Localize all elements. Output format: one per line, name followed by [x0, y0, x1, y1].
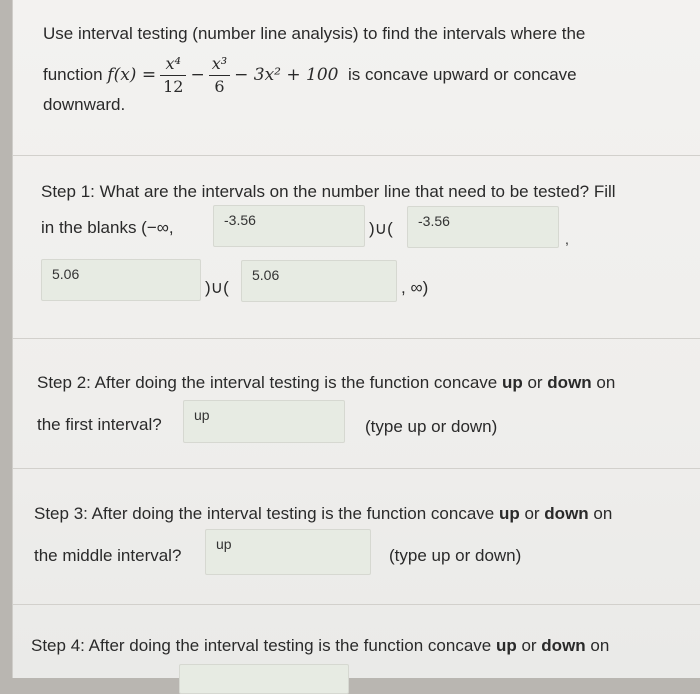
step3-line-2: the middle interval? — [34, 546, 182, 565]
interval-box-4[interactable]: 5.06 — [241, 260, 397, 302]
remaining-terms: − 3x² + 100 — [234, 65, 339, 85]
step2-answer-input[interactable]: up — [183, 400, 345, 443]
step2-hint: (type up or down) — [365, 417, 498, 436]
interval-box-1[interactable]: -3.56 — [213, 205, 365, 247]
interval-end: , ∞) — [401, 278, 429, 297]
step1-line-1: Step 1: What are the intervals on the number line that need to be tested? Fill — [41, 182, 616, 201]
problem-line-3: downward. — [43, 95, 126, 114]
union-separator-2: )∪( — [205, 278, 229, 297]
problem-line-1: Use interval testing (number line analysis) to find the intervals where the — [43, 24, 586, 43]
function-word: function — [43, 65, 103, 84]
fraction-x3-over-6: $\frac{\text{x³}}{6}$ — [209, 53, 230, 98]
step2-line-1: Step 2: After doing the interval testing is the function concave up or down on — [37, 373, 616, 392]
interval-box-3[interactable]: 5.06 — [41, 259, 201, 301]
step1-prefix: in the blanks (−∞, — [41, 218, 174, 237]
step3-hint: (type up or down) — [389, 546, 522, 565]
divider — [13, 155, 700, 156]
step2-line-2: the first interval? — [37, 415, 162, 434]
minus-sign: − — [190, 65, 205, 85]
f-of-x: f(x) = — [107, 65, 157, 85]
step4-answer-input[interactable] — [179, 664, 349, 694]
union-separator-1: )∪( — [369, 219, 393, 238]
comma: , — [565, 231, 569, 247]
problem-suffix: is concave upward or concave — [347, 65, 577, 84]
worksheet — [12, 0, 700, 678]
step3-line-1: Step 3: After doing the interval testing is the function concave up or down on — [34, 504, 613, 523]
interval-box-2[interactable]: -3.56 — [407, 206, 559, 248]
fraction-x4-over-12: $\frac{\text{x⁴}}{12}$ — [160, 53, 186, 98]
divider — [13, 604, 700, 605]
step4-line-1: Step 4: After doing the interval testing is the function concave up or down on — [31, 636, 610, 655]
divider — [13, 468, 700, 469]
step3-answer-input[interactable]: up — [205, 529, 371, 575]
divider — [13, 338, 700, 339]
